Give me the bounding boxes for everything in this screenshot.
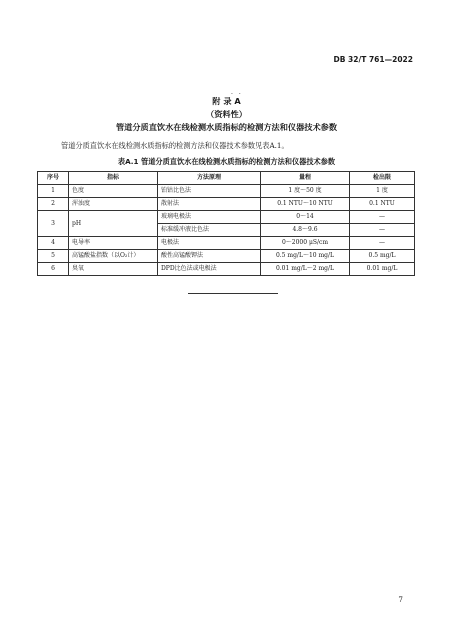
cell-limit: — [350,211,415,224]
cell-limit: 0.5 mg/L [350,250,415,263]
cell-no: 6 [38,263,69,276]
cell-indicator: 臭氧 [69,263,158,276]
cell-method: 玻璃电极法 [158,211,261,224]
table-row [38,237,415,250]
cell-no: 4 [38,237,69,250]
annex-heading: 管道分质直饮水在线检测水质指标的检测方法和仪器技术参数 [115,122,338,132]
cell-range: 0.5 mg/L～10 mg/L [261,250,350,263]
cell-no: 2 [38,198,69,211]
table-caption: 表A.1 管道分质直饮水在线检测水质指标的检测方法和仪器技术参数 [117,157,336,166]
cell-no: 5 [38,250,69,263]
cell-method: 铂钴比色法 [158,185,261,198]
cell-method: 散射法 [158,198,261,211]
cell-method: 标准缓冲液比色法 [158,224,261,237]
cell-range: 0.01 mg/L～2 mg/L [261,263,350,276]
cell-indicator: 色度 [69,185,158,198]
table-header-row [38,172,415,185]
standard-code: DB 32/T 761—2022 [333,55,413,64]
cell-method: DPD比色法或电极法 [158,263,261,276]
annex-dots: . . [231,89,243,96]
spec-table [37,171,415,276]
header-range: 量程 [261,172,350,185]
cell-range: 4.8～9.6 [261,224,350,237]
cell-no: 3 [38,211,69,237]
cell-range: 0.1 NTU～10 NTU [261,198,350,211]
cell-limit: 0.01 mg/L [350,263,415,276]
cell-range: 0～14 [261,211,350,224]
header-limit: 检出限 [350,172,415,185]
table-row [38,263,415,276]
header-method: 方法原理 [158,172,261,185]
cell-indicator: 浑浊度 [69,198,158,211]
cell-method: 电极法 [158,237,261,250]
cell-no: 1 [38,185,69,198]
cell-indicator: 高锰酸盐指数（以O₂计） [69,250,158,263]
header-indicator: 指标 [69,172,158,185]
cell-limit: 1 度 [350,185,415,198]
cell-indicator: pH [69,211,158,237]
page-number: 7 [398,595,403,604]
cell-method: 酸性高锰酸钾法 [158,250,261,263]
cell-limit: — [350,237,415,250]
cell-limit: — [350,224,415,237]
cell-range: 0～2000 μS/cm [261,237,350,250]
intro-text: 管道分质直饮水在线检测水质指标的检测方法和仪器技术参数见表A.1。 [61,141,289,150]
end-rule [188,293,278,294]
annex-title: 附 录 A [212,96,241,106]
cell-indicator: 电导率 [69,237,158,250]
header-no: 序号 [38,172,69,185]
table-row [38,211,415,224]
table-row [38,198,415,211]
cell-range: 1 度～50 度 [261,185,350,198]
table-row [38,250,415,263]
annex-nature: （资料性） [206,109,247,119]
table-row [38,185,415,198]
cell-limit: 0.1 NTU [350,198,415,211]
